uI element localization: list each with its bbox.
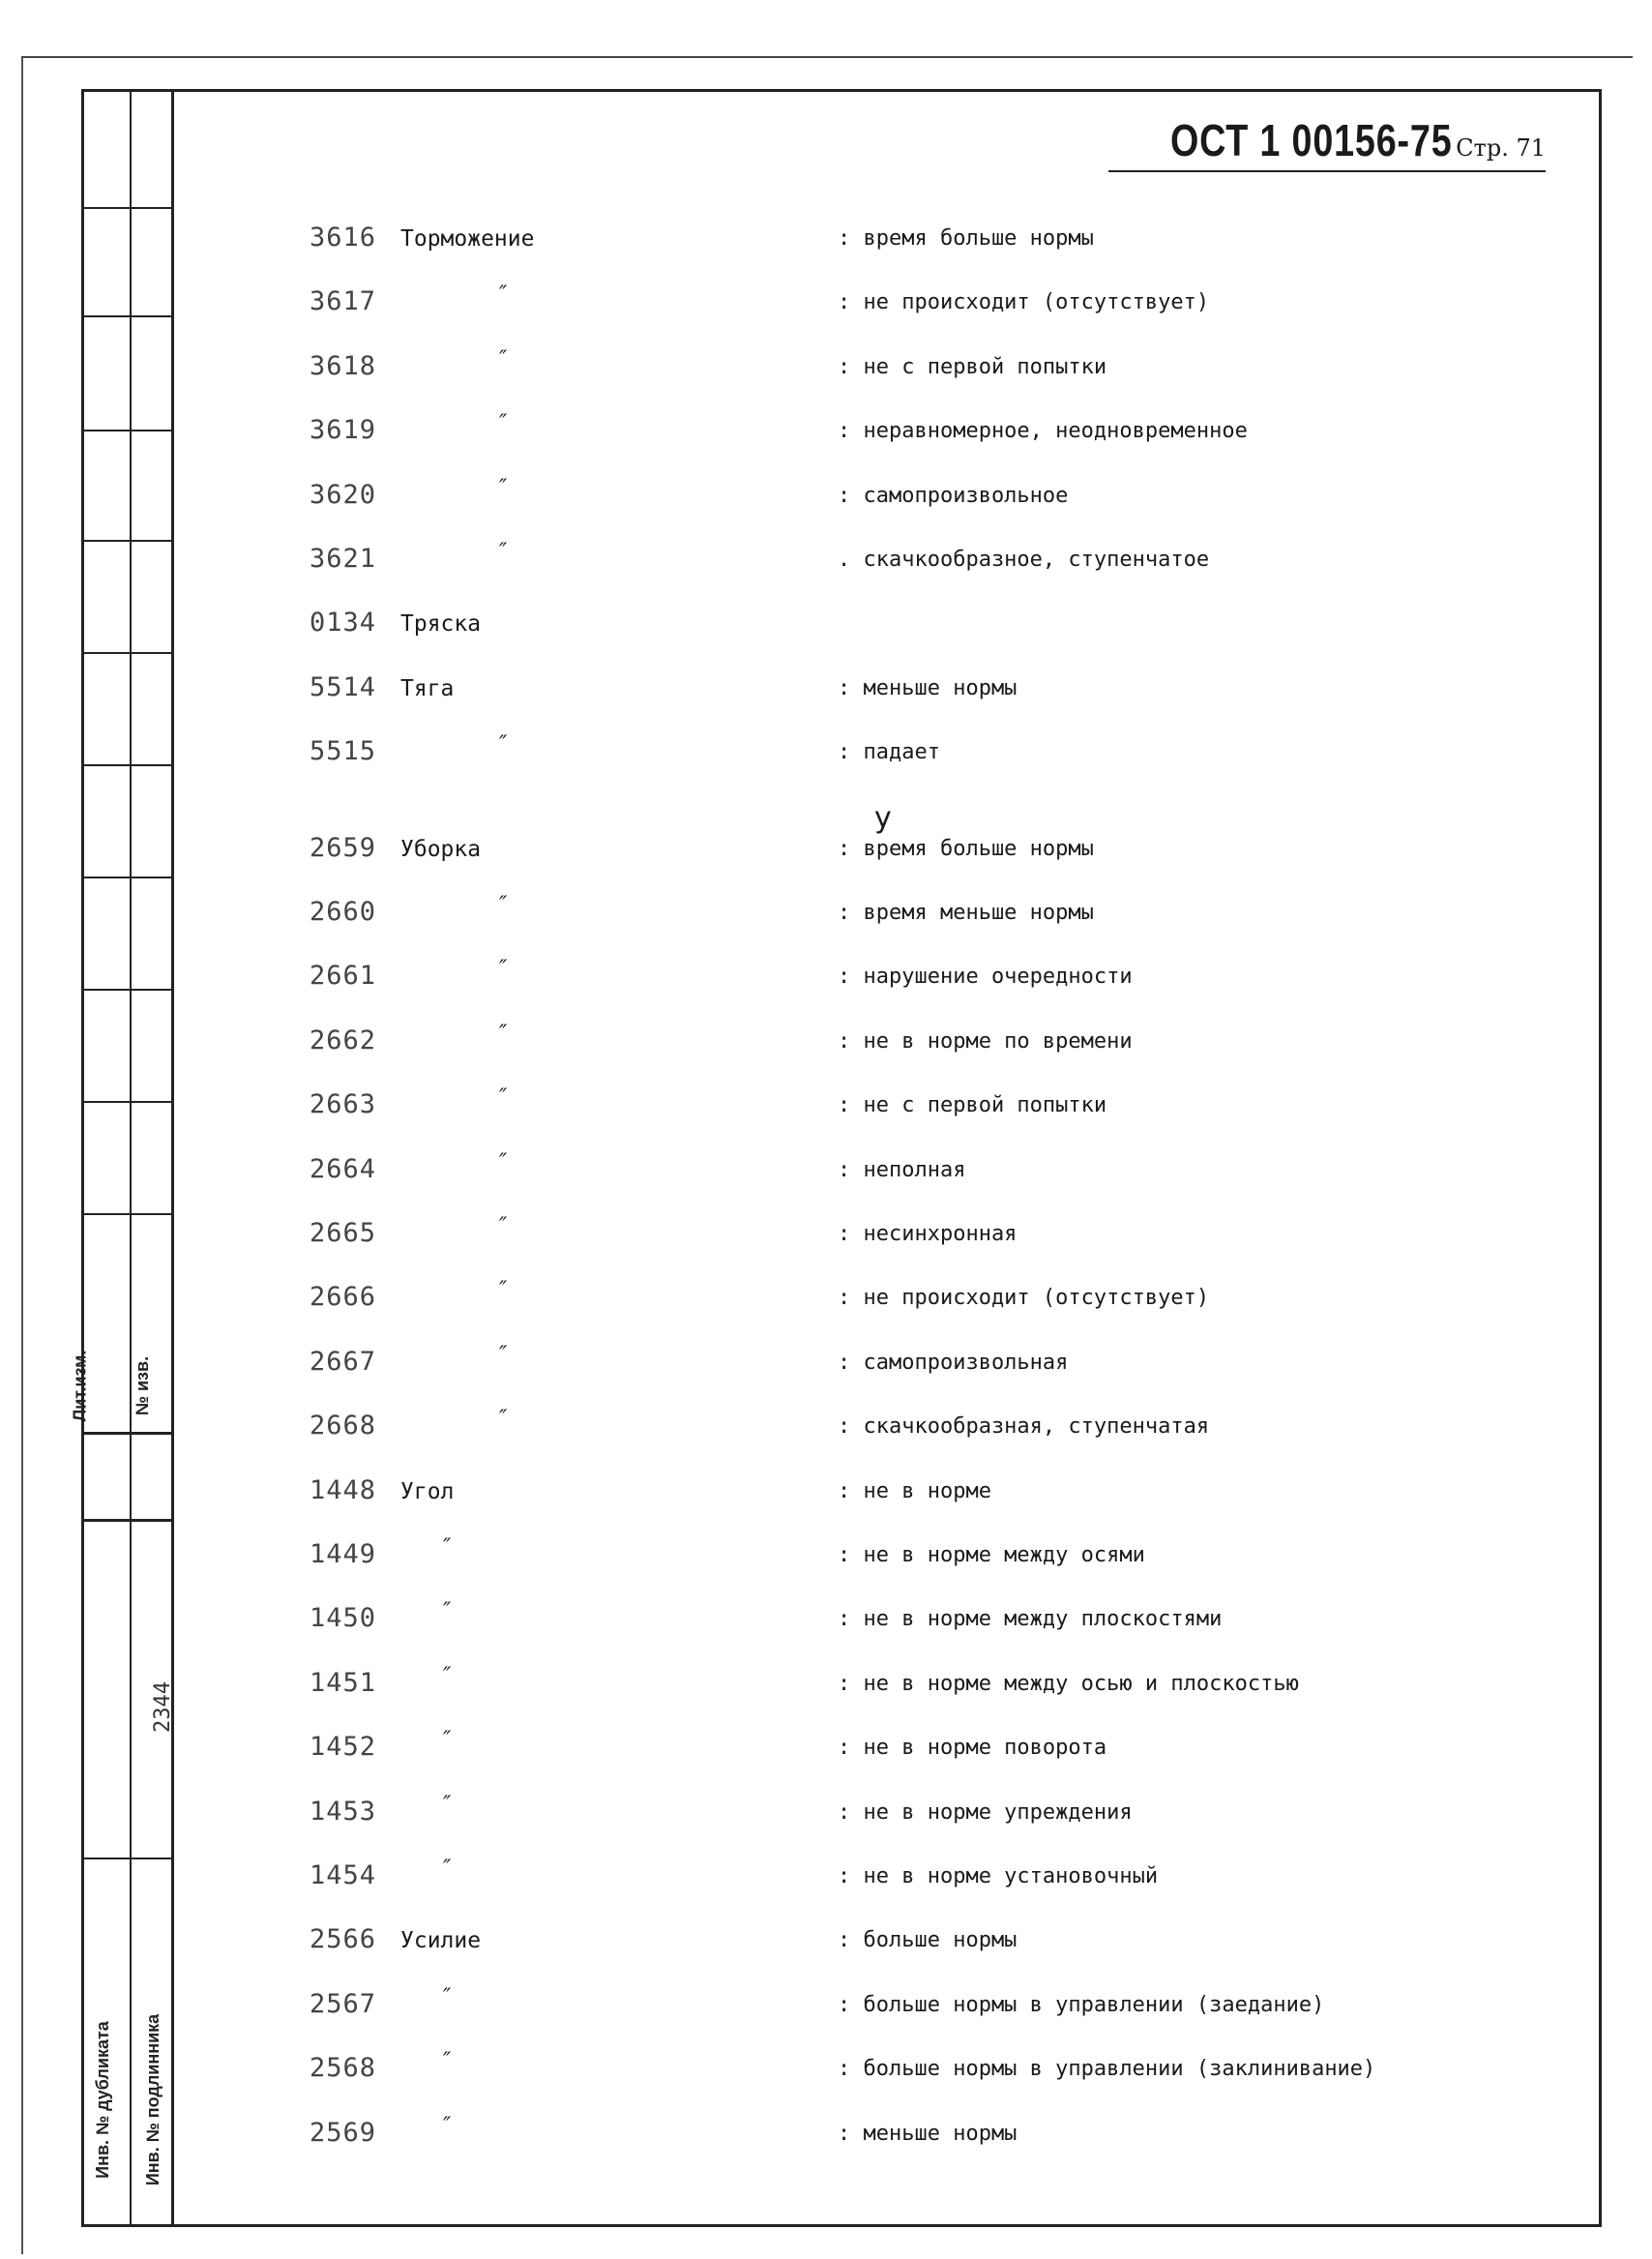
entry-row: [0, 1278, 1652, 1321]
ditto-mark: ″: [499, 957, 508, 982]
stray-handwritten-mark: у: [874, 801, 892, 835]
ditto-mark: ″: [443, 1857, 452, 1881]
side-stamp-line: [81, 540, 174, 542]
entry-code: 1453: [310, 1796, 377, 1827]
ditto-mark: ″: [443, 2049, 452, 2074]
entry-row: [0, 608, 1652, 646]
entry-row: [0, 1475, 1652, 1514]
entry-description: : не с первой попытки: [838, 354, 1107, 379]
entry-row: [0, 732, 1652, 775]
entry-row: [0, 1407, 1652, 1449]
entry-row: [0, 2113, 1652, 2156]
document-code: ОСТ 1 00156-75: [1169, 115, 1453, 165]
entry-row: [0, 1021, 1652, 1064]
ditto-mark: ″: [499, 1278, 508, 1303]
entry-description: : не в норме по времени: [838, 1028, 1133, 1054]
entry-description: : меньше нормы: [838, 2121, 1018, 2146]
entry-code: 2661: [310, 961, 377, 992]
entry-row: [0, 893, 1652, 936]
ditto-mark: ″: [499, 893, 508, 917]
entry-description: : неполная: [838, 1157, 966, 1182]
entry-code: 3616: [310, 223, 377, 253]
entry-description: : время больше нормы: [838, 836, 1094, 861]
entry-row: [0, 2049, 1652, 2092]
entry-description: : больше нормы в управлении (заедание): [838, 1992, 1325, 2017]
entry-row: [0, 1857, 1652, 1899]
entry-term: Тряска: [400, 611, 482, 638]
entry-description: : самопроизвольная: [838, 1350, 1069, 1375]
entry-description: : больше нормы: [838, 1928, 1018, 1953]
entry-row: [0, 1663, 1652, 1707]
ditto-mark: ″: [499, 1214, 508, 1238]
side-stamp-line: [81, 207, 174, 209]
entry-code: 3617: [310, 286, 377, 317]
entry-code: 1452: [310, 1732, 377, 1763]
entry-code: 2667: [310, 1346, 377, 1377]
entry-code: 5515: [310, 736, 377, 767]
side-stamp-line: [81, 1858, 174, 1859]
ditto-mark: ″: [499, 346, 508, 372]
entry-code: 2663: [310, 1089, 377, 1120]
entry-code: 2568: [310, 2053, 377, 2084]
entry-code: 1450: [310, 1603, 377, 1634]
page-number: Стр. 71: [1456, 134, 1546, 162]
entry-description: : время меньше нормы: [838, 901, 1094, 925]
ditto-mark: ″: [443, 1535, 452, 1560]
entry-row: [0, 1984, 1652, 2028]
entry-description: : самопроизвольное: [838, 483, 1069, 508]
side-stamp-number: 2344: [150, 1681, 175, 1733]
ditto-mark: ″: [499, 1149, 508, 1174]
side-label-lit-izm: Лит.изм.: [70, 1350, 90, 1422]
entry-description: : не происходит (отсутствует): [838, 290, 1210, 315]
entry-description: : время больше нормы: [838, 226, 1094, 251]
entry-row: [0, 540, 1652, 582]
entry-row: [0, 1535, 1652, 1578]
entry-description: : нарушение очередности: [838, 965, 1133, 990]
entry-code: 2659: [310, 832, 377, 863]
entry-code: 5514: [310, 671, 377, 702]
entry-description: . скачкообразное, ступенчатое: [838, 548, 1210, 572]
entry-row: [0, 223, 1652, 261]
side-stamp-line: [81, 1519, 174, 1522]
ditto-mark: ″: [443, 1599, 452, 1624]
entry-term: Торможение: [400, 226, 535, 252]
entry-term: Угол: [400, 1478, 455, 1504]
ditto-mark: ″: [499, 1342, 508, 1367]
entry-row: [0, 1599, 1652, 1642]
ditto-mark: ″: [443, 2113, 452, 2138]
entry-row: [0, 1149, 1652, 1193]
entry-row: [0, 282, 1652, 325]
ditto-mark: ″: [499, 475, 508, 500]
entry-description: : не с первой попытки: [838, 1093, 1107, 1118]
ditto-mark: ″: [443, 1792, 452, 1817]
entry-row: [0, 672, 1652, 711]
entry-description: : не в норме установочный: [838, 1864, 1159, 1888]
entry-term: Уборка: [400, 836, 482, 862]
side-stamp-line: [81, 877, 174, 878]
entry-code: 3620: [310, 479, 377, 510]
top-rule: [21, 56, 1633, 58]
ditto-mark: ″: [499, 1021, 508, 1046]
side-label-inv-podl: Инв. № подлинника: [143, 2013, 163, 2186]
entry-code: 0134: [310, 608, 377, 639]
entry-code: 1451: [310, 1667, 377, 1698]
entry-row: [0, 833, 1652, 872]
entry-code: 2668: [310, 1411, 377, 1442]
entry-code: 2662: [310, 1025, 377, 1055]
entry-row: [0, 1214, 1652, 1257]
entry-description: : больше нормы в управлении (заклинивание): [838, 2057, 1376, 2082]
entry-code: 2666: [310, 1282, 377, 1313]
entry-term: Тяга: [400, 675, 455, 701]
entry-code: 2664: [310, 1153, 377, 1184]
ditto-mark: ″: [499, 411, 508, 436]
side-stamp-line: [81, 652, 174, 654]
entry-code: 2569: [310, 2117, 377, 2148]
entry-code: 2566: [310, 1924, 377, 1955]
entry-term: Усилие: [400, 1928, 482, 1954]
ditto-mark: ″: [499, 282, 508, 308]
entry-row: [0, 411, 1652, 454]
entry-description: : не в норме упреждения: [838, 1799, 1133, 1825]
entry-description: : скачкообразная, ступенчатая: [838, 1414, 1210, 1440]
ditto-mark: ″: [499, 1407, 508, 1432]
ditto-mark: ″: [443, 1984, 452, 2009]
entry-description: : не в норме между осями: [838, 1543, 1145, 1567]
entry-description: : не происходит (отсутствует): [838, 1286, 1210, 1311]
entry-code: 3619: [310, 415, 377, 446]
entry-row: [0, 1924, 1652, 1963]
entry-code: 1454: [310, 1860, 377, 1890]
ditto-mark: ″: [499, 732, 508, 758]
side-stamp-line: [81, 1213, 174, 1215]
entry-description: : не в норме: [838, 1478, 991, 1503]
entry-row: [0, 475, 1652, 519]
entry-description: : меньше нормы: [838, 675, 1018, 700]
entry-description: : не в норме между осью и плоскостью: [838, 1671, 1299, 1696]
entry-code: 1448: [310, 1474, 377, 1505]
entry-code: 1449: [310, 1539, 377, 1569]
entry-description: : падает: [838, 740, 940, 765]
entry-row: [0, 346, 1652, 390]
entry-description: : неравномерное, неодновременное: [838, 419, 1248, 444]
side-label-inv-dubl: Инв. № дубликата: [92, 2021, 112, 2179]
entry-description: : не в норме поворота: [838, 1736, 1107, 1761]
entry-code: 3621: [310, 544, 377, 574]
entry-code: 2660: [310, 897, 377, 927]
entry-description: : не в норме между плоскостями: [838, 1607, 1223, 1632]
ditto-mark: ″: [499, 1085, 508, 1111]
entry-code: 3618: [310, 350, 377, 381]
entry-row: [0, 957, 1652, 999]
entry-code: 2567: [310, 1988, 377, 2019]
entry-row: [0, 1342, 1652, 1385]
entry-code: 2665: [310, 1218, 377, 1248]
entry-row: [0, 1792, 1652, 1835]
side-label-no-izv: № изв.: [133, 1355, 153, 1416]
ditto-mark: ″: [443, 1728, 452, 1753]
entry-row: [0, 1728, 1652, 1770]
entry-row: [0, 1085, 1652, 1128]
ditto-mark: ″: [443, 1663, 452, 1688]
document-header: [1108, 114, 1546, 172]
ditto-mark: ″: [499, 540, 508, 564]
entry-description: : несинхронная: [838, 1222, 1018, 1246]
